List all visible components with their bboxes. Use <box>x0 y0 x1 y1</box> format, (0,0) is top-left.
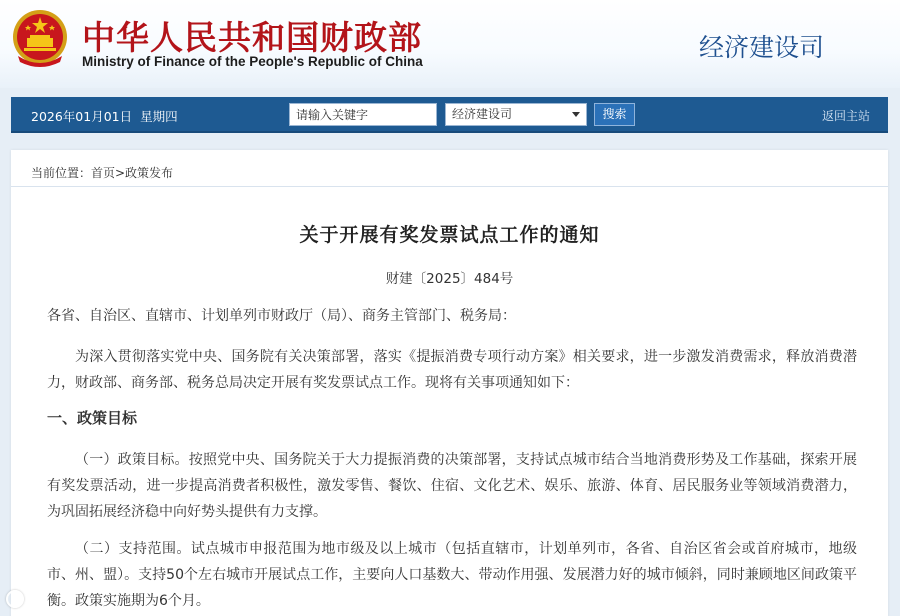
department-select[interactable] <box>445 103 587 126</box>
document-title: 关于开展有奖发票试点工作的通知 <box>299 224 600 246</box>
nav-bar <box>11 97 888 133</box>
site-title-en: Ministry of Finance of the People's Republic of China <box>82 54 423 69</box>
document-intro-paragraph: 为深入贯彻落实党中央、国务院有关决策部署，落实《提振消费专项行动方案》相关要求，进一步激发消费需求，释放消费潜力，财政部、商务部、税务总局决定开展有奖发票试点工作。现将有关事项通知如下： <box>47 349 857 391</box>
support-scope-paragraph: （二）支持范围。试点城市申报范围为地市级及以上城市（包括直辖市，计划单列市，各省、自治区省会或首府城市，地级市、州、盟）。支持50个左右城市开展试点工作，主要向人口基数大、带动作用强、发展潜力好的城市倾斜，同时兼顾地区间政策平衡。政策实施期为6个月。 <box>47 541 857 609</box>
site-header <box>0 0 900 88</box>
current-date <box>31 107 178 125</box>
back-to-main-link[interactable]: 返回主站 <box>821 109 870 123</box>
select-value: 经济建设司 <box>452 107 513 121</box>
search-button[interactable]: 搜索 <box>594 103 635 126</box>
weekday-text: 星期四 <box>140 109 178 124</box>
breadcrumb: 当前位置：首页>政策发布 <box>31 166 174 180</box>
section-heading: 一、政策目标 <box>47 409 138 427</box>
watermark-icon <box>6 590 24 608</box>
watermark-logo <box>6 588 116 612</box>
search-input[interactable] <box>289 103 437 126</box>
site-title-cn: 中华人民共和国财政部 <box>82 18 422 57</box>
divider <box>11 186 888 187</box>
content-card <box>11 150 888 616</box>
date-text: 2026年01月01日 <box>31 109 133 124</box>
policy-goal-paragraph: （一）政策目标。按照党中央、国务院关于大力提振消费的决策部署，支持试点城市结合当地消费形势及工作基础，探索开展有奖发票活动，进一步提高消费者积极性，激发零售、餐饮、住宿、文化艺术、娱乐、旅游、体育、居民服务业等领域消费潜力，为巩固拓展经济稳中向好势头提供有力支撑。 <box>47 452 857 520</box>
chevron-down-icon <box>572 112 580 117</box>
national-emblem-icon <box>10 8 70 70</box>
document-number: 财建〔2025〕484号 <box>385 271 514 287</box>
document-addressee: 各省、自治区、直辖市、计划单列市财政厅（局）、商务主管部门、税务局： <box>47 308 516 324</box>
department-name: 经济建设司 <box>698 33 824 62</box>
